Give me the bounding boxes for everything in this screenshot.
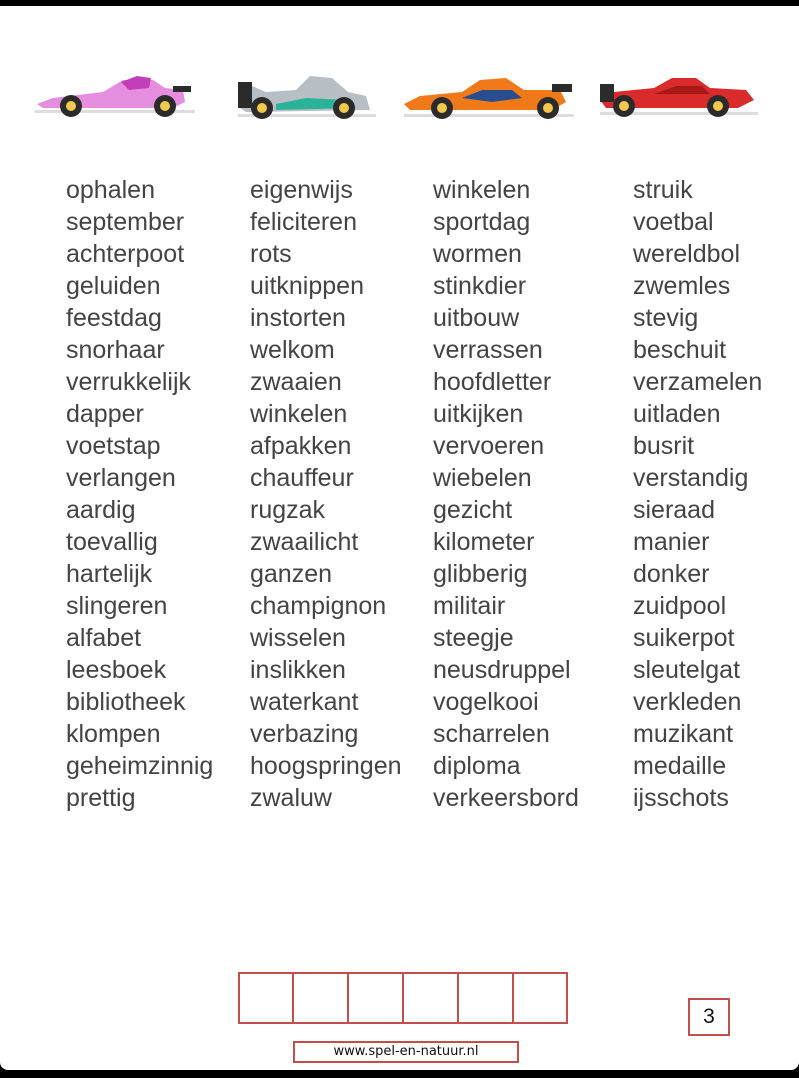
answer-box[interactable] — [348, 972, 403, 1024]
word-item: sleutelgat — [633, 656, 741, 684]
word-item: verbazing — [250, 720, 359, 748]
word-item: busrit — [633, 432, 695, 460]
word-item: neusdruppel — [433, 656, 571, 684]
word-item: voetstap — [66, 432, 161, 460]
answer-boxes — [238, 972, 568, 1024]
word-item: achterpoot — [66, 240, 185, 268]
word-item: afpakken — [250, 432, 352, 460]
word-item: verrassen — [433, 336, 543, 364]
word-item: geheimzinnig — [66, 752, 214, 780]
word-item: steegje — [433, 624, 514, 652]
word-item: ijsschots — [633, 784, 729, 812]
word-item: zwemles — [633, 272, 731, 300]
word-item: rots — [250, 240, 292, 268]
page-number: 3 — [688, 998, 730, 1036]
word-item: verkeersbord — [433, 784, 579, 812]
word-item: donker — [633, 560, 710, 588]
word-item: waterkant — [250, 688, 359, 716]
answer-box[interactable] — [513, 972, 568, 1024]
word-item: uitbouw — [433, 304, 520, 332]
orange-racecar-icon — [402, 68, 576, 128]
answer-box[interactable] — [238, 972, 293, 1024]
word-item: prettig — [66, 784, 136, 812]
word-item: stevig — [633, 304, 699, 332]
word-item: instorten — [250, 304, 346, 332]
word-item: geluiden — [66, 272, 161, 300]
website-label: www.spel-en-natuur.nl — [293, 1041, 519, 1063]
word-item: sportdag — [433, 208, 531, 236]
word-item: sieraad — [633, 496, 715, 524]
word-item: militair — [433, 592, 506, 620]
word-item: zwaailicht — [250, 528, 359, 556]
answer-box[interactable] — [403, 972, 458, 1024]
word-column-4 — [633, 174, 762, 814]
word-item: alfabet — [66, 624, 142, 652]
word-item: aardig — [66, 496, 136, 524]
word-item: bibliotheek — [66, 688, 186, 716]
answer-box[interactable] — [293, 972, 348, 1024]
word-item: klompen — [66, 720, 161, 748]
word-item: gezicht — [433, 496, 513, 524]
word-item: hartelijk — [66, 560, 153, 588]
pink-racecar-icon — [33, 68, 197, 128]
word-item: verrukkelijk — [66, 368, 192, 396]
word-item: champignon — [250, 592, 387, 620]
word-item: dapper — [66, 400, 144, 428]
worksheet-page — [0, 6, 799, 1070]
word-item: stinkdier — [433, 272, 527, 300]
word-item: kilometer — [433, 528, 535, 556]
teal-racecar-icon — [236, 68, 378, 128]
word-item: september — [66, 208, 185, 236]
word-item: snorhaar — [66, 336, 165, 364]
word-item: verlangen — [66, 464, 176, 492]
word-item: verzamelen — [633, 368, 763, 396]
answer-box[interactable] — [458, 972, 513, 1024]
word-item: verstandig — [633, 464, 749, 492]
word-item: feestdag — [66, 304, 162, 332]
word-column-2 — [250, 174, 402, 814]
word-item: voetbal — [633, 208, 714, 236]
word-item: diploma — [433, 752, 521, 780]
word-item: wisselen — [250, 624, 346, 652]
word-item: feliciteren — [250, 208, 357, 236]
word-item: toevallig — [66, 528, 158, 556]
word-item: scharrelen — [433, 720, 550, 748]
word-item: zuidpool — [633, 592, 727, 620]
word-item: uitknippen — [250, 272, 364, 300]
word-item: inslikken — [250, 656, 346, 684]
word-item: manier — [633, 528, 710, 556]
word-item: wiebelen — [433, 464, 532, 492]
word-column-3 — [433, 174, 579, 814]
word-item: uitladen — [633, 400, 721, 428]
word-item: glibberig — [433, 560, 528, 588]
word-item: muzikant — [633, 720, 734, 748]
word-item: chauffeur — [250, 464, 354, 492]
word-item: verkleden — [633, 688, 742, 716]
word-item: zwaaien — [250, 368, 342, 396]
word-item: winkelen — [433, 176, 531, 204]
word-item: vervoeren — [433, 432, 545, 460]
word-item: wormen — [433, 240, 522, 268]
word-item: beschuit — [633, 336, 727, 364]
word-item: zwaluw — [250, 784, 332, 812]
word-item: slingeren — [66, 592, 168, 620]
word-item: rugzak — [250, 496, 326, 524]
word-item: welkom — [250, 336, 335, 364]
word-item: vogelkooi — [433, 688, 539, 716]
word-item: struik — [633, 176, 693, 204]
word-item: suikerpot — [633, 624, 735, 652]
word-column-1 — [66, 174, 213, 814]
word-item: leesboek — [66, 656, 167, 684]
word-item: ophalen — [66, 176, 155, 204]
word-item: medaille — [633, 752, 727, 780]
word-item: uitkijken — [433, 400, 524, 428]
word-item: hoofdletter — [433, 368, 552, 396]
word-item: wereldbol — [633, 240, 741, 268]
word-item: winkelen — [250, 400, 348, 428]
word-item: eigenwijs — [250, 176, 353, 204]
word-item: hoogspringen — [250, 752, 402, 780]
red-racecar-icon — [598, 68, 760, 128]
word-item: ganzen — [250, 560, 333, 588]
